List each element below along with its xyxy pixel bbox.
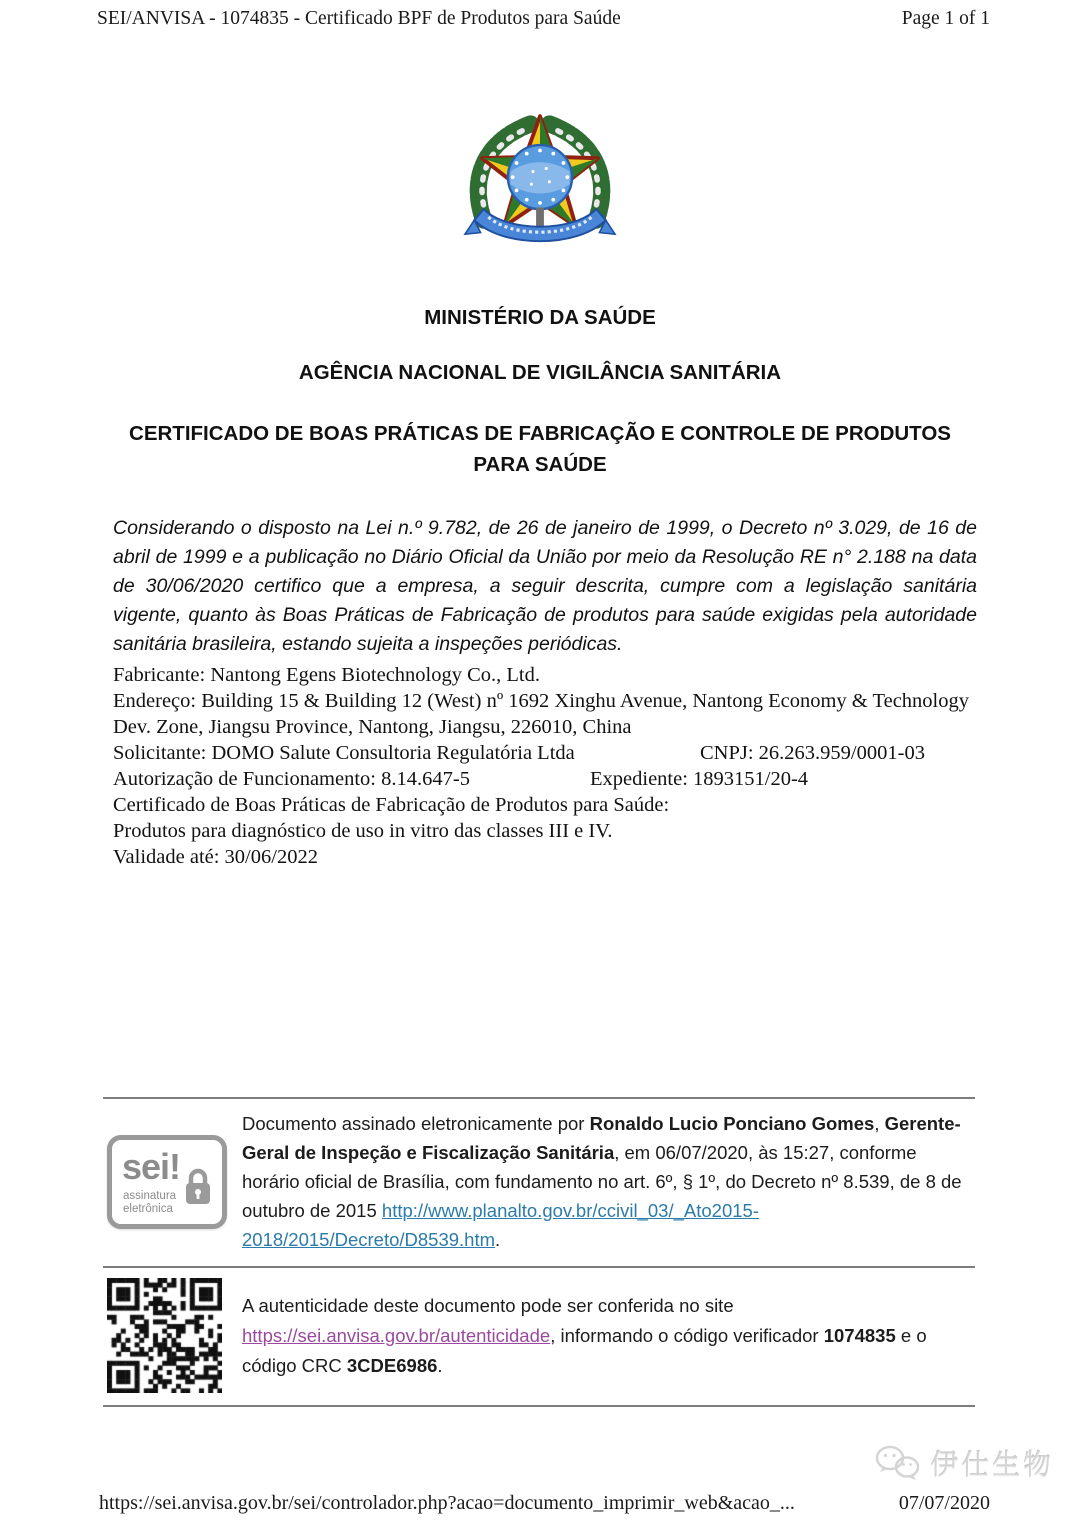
produtos-line: Produtos para diagnóstico de uso in vitro das classes III e IV. <box>113 820 613 842</box>
signer-name: Ronaldo Lucio Ponciano Gomes <box>589 1113 875 1134</box>
autorizacao-value: Autorização de Funcionamento: 8.14.647-5 <box>113 768 470 790</box>
solicitante-row <box>113 740 977 766</box>
signature-row <box>103 1099 975 1268</box>
document-title: SEI/ANVISA - 1074835 - Certificado BPF de Produtos para Saúde <box>97 8 621 29</box>
qr-code <box>107 1278 222 1393</box>
emblem-container <box>0 100 1080 267</box>
print-header <box>97 8 990 30</box>
autorizacao-row <box>113 766 977 792</box>
autenticidade-link[interactable]: https://sei.anvisa.gov.br/autenticidade <box>242 1324 551 1346</box>
considerando-paragraph: Considerando o disposto na Lei n.º 9.782, de 26 de janeiro de 1999, o Decreto nº 3.029, de 16 de abril de 1999 e a publicação no Diário Oficial da União por meio da Resolução RE n° 2.188 na data de 30/06/2020 certifico que a empresa, a seguir descrita, cumpre com a legislação sanitária vigente, quanto às Boas Práticas de Fabricação de produtos para saúde exigidas pela autoridade sanitária brasileira, estando sujeita a inspeções periódicas. <box>113 517 977 655</box>
signer-role: Gerente-Geral de Inspeção e Fiscalização Sanitária <box>242 1113 961 1163</box>
verifier-code: 1074835 <box>823 1324 896 1346</box>
validade-line: Validade até: 30/06/2022 <box>113 846 318 868</box>
watermark-text: 伊仕生物 <box>929 1449 1054 1480</box>
qr-code-cell <box>107 1278 242 1393</box>
sei-badge-cell <box>107 1135 242 1229</box>
footer-url: https://sei.anvisa.gov.br/sei/controlador.php?acao=documento_imprimir_web&acao_... <box>99 1492 795 1514</box>
expediente-value: Expediente: 1893151/20-4 <box>590 768 809 790</box>
endereco-line: Endereço: Building 15 & Building 12 (West) nº 1692 Xinghu Avenue, Nantong Economy & Technology Dev. Zone, Jiangsu Province, Nantong, Jiangsu, 226010, China <box>113 690 969 738</box>
certificado-line: Certificado de Boas Práticas de Fabricação de Produtos para Saúde: <box>113 794 670 816</box>
page-number: Page 1 of 1 <box>901 8 990 29</box>
sei-electronic-signature-badge <box>107 1135 227 1229</box>
footer-date: 07/07/2020 <box>898 1492 990 1514</box>
solicitante-value: Solicitante: DOMO Salute Consultoria Regulatória Ltda <box>113 742 575 764</box>
agency-title: AGÊNCIA NACIONAL DE VIGILÂNCIA SANITÁRIA <box>298 361 782 384</box>
certificate-fields <box>113 662 977 870</box>
sei-logo-subtext: assinatura eletrônica <box>123 1189 177 1215</box>
cnpj-value: CNPJ: 26.263.959/0001-03 <box>700 742 925 764</box>
crc-code: 3CDE6986 <box>346 1354 438 1376</box>
authenticity-row <box>103 1268 975 1405</box>
authenticity-text: A autenticidade deste documento pode ser conferida no site https://sei.anvisa.gov.br/autenticidade, informando o código verificador 1074835 e o código CRC 3CDE6986. <box>242 1294 927 1376</box>
wechat-icon <box>875 1445 921 1481</box>
ministry-title: MINISTÉRIO DA SAÚDE <box>424 306 656 329</box>
print-footer <box>99 1492 990 1515</box>
signature-text: Documento assinado eletronicamente por Ronaldo Lucio Ponciano Gomes, Gerente-Geral de Inspeção e Fiscalização Sanitária, em 06/07/2020, às 15:27, conforme horário oficial de Brasília, com fundamento no art. 6º, § 1º, do Decreto nº 8.539, de 8 de outubro de 2015 http://www.planalto.gov.br/ccivil_03/_Ato2015-2018/2015/Decreto/D8539.htm. <box>242 1113 962 1250</box>
title-block <box>110 306 970 480</box>
brazil-coat-of-arms-icon <box>454 100 626 262</box>
signature-table <box>103 1097 975 1407</box>
padlock-icon <box>182 1166 214 1208</box>
watermark <box>875 1443 1054 1483</box>
sei-logo-text: sei! <box>122 1145 181 1187</box>
fabricante-line: Fabricante: Nantong Egens Biotechnology Co., Ltd. <box>113 664 541 686</box>
certificate-title: CERTIFICADO DE BOAS PRÁTICAS DE FABRICAÇÃO E CONTROLE DE PRODUTOS PARA SAÚDE <box>129 422 951 476</box>
decreto-link[interactable]: http://www.planalto.gov.br/ccivil_03/_Ato2015-2018/2015/Decreto/D8539.htm <box>242 1200 759 1250</box>
